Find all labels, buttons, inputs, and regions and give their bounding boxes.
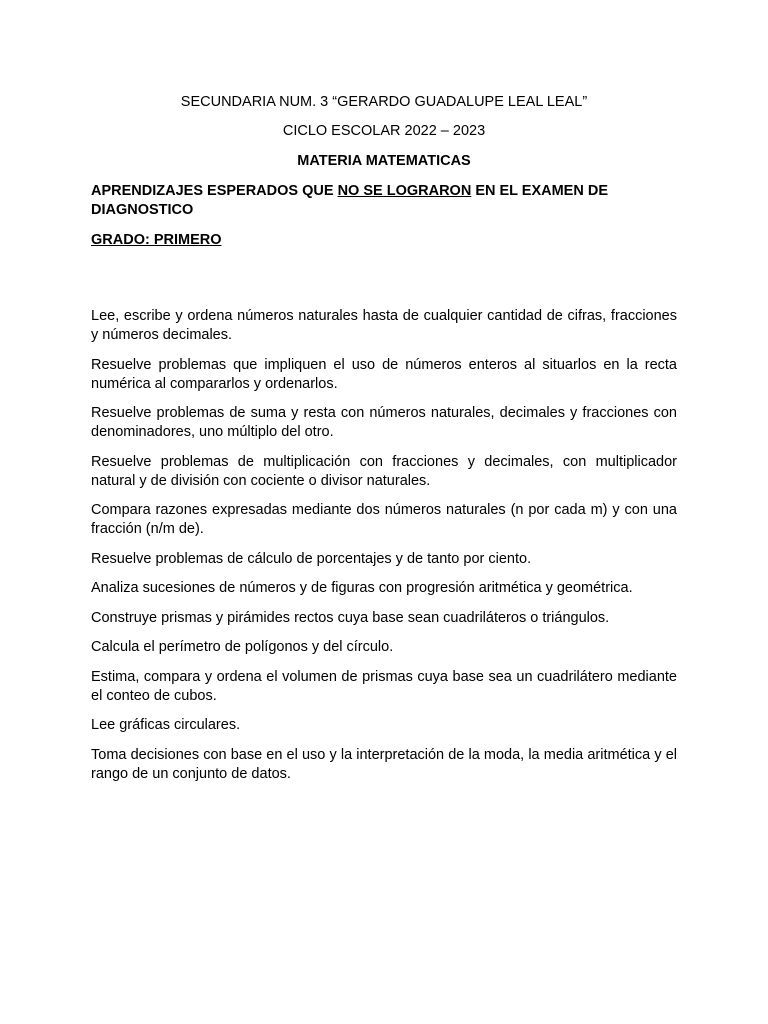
learning-list bbox=[91, 307, 677, 794]
heading-underlined-text: NO SE LOGRARON bbox=[337, 183, 472, 199]
list-item: Construye prismas y pirámides rectos cuya base sean cuadriláteros o triángulos. bbox=[91, 609, 610, 626]
list-item: Resuelve problemas que impliquen el uso de números enteros al situarlos en la recta numérica al compararlos y ordenarlos. bbox=[91, 356, 677, 392]
list-item: Resuelve problemas de multiplicación con fracciones y decimales, con multiplicador natural y de división con cociente o divisor naturales. bbox=[91, 453, 677, 489]
school-cycle: CICLO ESCOLAR 2022 – 2023 bbox=[282, 123, 486, 139]
list-item: Compara razones expresadas mediante dos números naturales (n por cada m) y con una fracción (n/m de). bbox=[91, 502, 677, 537]
list-item: Lee, escribe y ordena números naturales hasta de cualquier cantidad de cifras, fracciones y números decimales. bbox=[91, 308, 677, 343]
list-item: Resuelve problemas de cálculo de porcentajes y de tanto por ciento. bbox=[91, 550, 532, 567]
list-item: Toma decisiones con base en el uso y la interpretación de la moda, la media aritmética y el rango de un conjunto de datos. bbox=[91, 746, 677, 782]
list-item: Estima, compara y ordena el volumen de prismas cuya base sea un cuadrilátero mediante el conteo de cubos. bbox=[91, 668, 677, 704]
list-item: Resuelve problemas de suma y resta con números naturales, decimales y fracciones con denominadores, uno múltiplo del otro. bbox=[91, 405, 677, 440]
section-heading bbox=[91, 182, 677, 220]
list-item: Calcula el perímetro de polígonos y del círculo. bbox=[91, 639, 394, 655]
grade-label: GRADO: PRIMERO bbox=[91, 232, 222, 248]
school-name: SECUNDARIA NUM. 3 “GERARDO GUADALUPE LEAL LEAL” bbox=[180, 94, 588, 110]
heading-text-end: EN EL EXAMEN DE DIAGNOSTICO bbox=[91, 183, 608, 218]
list-item: Analiza sucesiones de números y de figuras con progresión aritmética y geométrica. bbox=[91, 580, 633, 596]
heading-text-start: APRENDIZAJES ESPERADOS QUE bbox=[91, 183, 338, 199]
subject-title: MATERIA MATEMATICAS bbox=[297, 153, 471, 169]
list-item: Lee gráficas circulares. bbox=[91, 717, 241, 733]
